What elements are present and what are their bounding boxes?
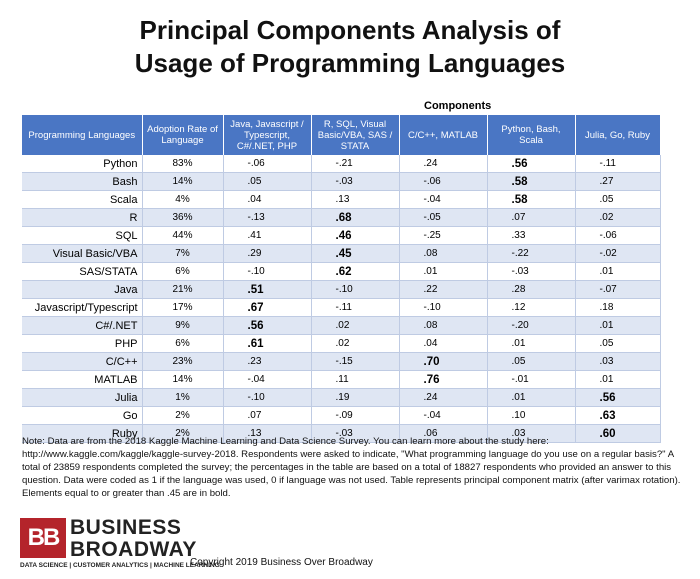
loading-cell: .02 bbox=[575, 209, 660, 227]
loading-cell: -.09 bbox=[311, 407, 399, 425]
loading-cell: .45 bbox=[311, 245, 399, 263]
table-row bbox=[22, 335, 660, 353]
loading-cell: -.10 bbox=[399, 299, 487, 317]
loading-cell: -.11 bbox=[575, 155, 660, 173]
table-row bbox=[22, 191, 660, 209]
loading-cell: .11 bbox=[311, 371, 399, 389]
col-header-comp5: Julia, Go, Ruby bbox=[575, 115, 660, 155]
loading-cell: .10 bbox=[487, 407, 575, 425]
loading-cell: .05 bbox=[487, 353, 575, 371]
table-row bbox=[22, 209, 660, 227]
loading-cell: .08 bbox=[399, 245, 487, 263]
loading-cell: .04 bbox=[223, 191, 311, 209]
loading-cell: -.25 bbox=[399, 227, 487, 245]
loading-cell: .01 bbox=[575, 263, 660, 281]
loading-cell: -.03 bbox=[311, 173, 399, 191]
loading-cell: -.13 bbox=[223, 209, 311, 227]
loading-cell: .29 bbox=[223, 245, 311, 263]
loading-cell: .62 bbox=[311, 263, 399, 281]
language-cell: Java bbox=[22, 281, 142, 299]
adoption-rate-cell: 36% bbox=[142, 209, 223, 227]
logo-mark: BB bbox=[20, 518, 66, 558]
loading-cell: .19 bbox=[311, 389, 399, 407]
loading-cell: .08 bbox=[399, 317, 487, 335]
loading-cell: .58 bbox=[487, 191, 575, 209]
loading-cell: .24 bbox=[399, 155, 487, 173]
language-cell: C#/.NET bbox=[22, 317, 142, 335]
loading-cell: .07 bbox=[487, 209, 575, 227]
loading-cell: .56 bbox=[223, 317, 311, 335]
loading-cell: .56 bbox=[575, 389, 660, 407]
loading-cell: .05 bbox=[575, 335, 660, 353]
copyright: Copyright 2019 Business Over Broadway bbox=[190, 557, 373, 568]
title-line-2: Usage of Programming Languages bbox=[134, 48, 566, 78]
table-row bbox=[22, 263, 660, 281]
adoption-rate-cell: 14% bbox=[142, 173, 223, 191]
table-row bbox=[22, 371, 660, 389]
loading-cell: .27 bbox=[575, 173, 660, 191]
col-header-comp3: C/C++, MATLAB bbox=[399, 115, 487, 155]
loading-cell: -.02 bbox=[575, 245, 660, 263]
components-header: Components bbox=[424, 100, 492, 112]
loading-cell: .13 bbox=[223, 425, 311, 443]
loading-cell: -.05 bbox=[399, 209, 487, 227]
loading-cell: -.15 bbox=[311, 353, 399, 371]
language-cell: MATLAB bbox=[22, 371, 142, 389]
language-cell: Python bbox=[22, 155, 142, 173]
loading-cell: .06 bbox=[399, 425, 487, 443]
loading-cell: -.04 bbox=[399, 407, 487, 425]
adoption-rate-cell: 1% bbox=[142, 389, 223, 407]
loading-cell: .22 bbox=[399, 281, 487, 299]
adoption-rate-cell: 14% bbox=[142, 371, 223, 389]
adoption-rate-cell: 7% bbox=[142, 245, 223, 263]
loading-cell: .58 bbox=[487, 173, 575, 191]
language-cell: SAS/STATA bbox=[22, 263, 142, 281]
title-line-1: Principal Components Analysis of bbox=[139, 15, 561, 45]
loading-cell: .02 bbox=[311, 317, 399, 335]
col-header-language: Programming Languages bbox=[22, 115, 142, 155]
table-row bbox=[22, 281, 660, 299]
col-header-comp4: Python, Bash, Scala bbox=[487, 115, 575, 155]
loading-cell: .01 bbox=[575, 317, 660, 335]
adoption-rate-cell: 6% bbox=[142, 263, 223, 281]
table-row bbox=[22, 353, 660, 371]
language-cell: Bash bbox=[22, 173, 142, 191]
table-body bbox=[22, 155, 660, 443]
loading-cell: -.10 bbox=[311, 281, 399, 299]
loading-cell: .28 bbox=[487, 281, 575, 299]
loading-cell: .01 bbox=[487, 335, 575, 353]
loading-cell: .07 bbox=[223, 407, 311, 425]
loading-cell: .67 bbox=[223, 299, 311, 317]
col-header-adoption: Adoption Rate of Language bbox=[142, 115, 223, 155]
table-row bbox=[22, 299, 660, 317]
loading-cell: -.11 bbox=[311, 299, 399, 317]
loading-cell: .68 bbox=[311, 209, 399, 227]
business-broadway-logo bbox=[20, 516, 220, 570]
page-title bbox=[0, 14, 700, 80]
loading-cell: -.03 bbox=[311, 425, 399, 443]
loading-cell: .63 bbox=[575, 407, 660, 425]
loading-cell: -.04 bbox=[223, 371, 311, 389]
loading-cell: -.22 bbox=[487, 245, 575, 263]
language-cell: Julia bbox=[22, 389, 142, 407]
loading-cell: .61 bbox=[223, 335, 311, 353]
table-row bbox=[22, 227, 660, 245]
table-row bbox=[22, 173, 660, 191]
adoption-rate-cell: 2% bbox=[142, 425, 223, 443]
language-cell: Visual Basic/VBA bbox=[22, 245, 142, 263]
logo-tagline: DATA SCIENCE | CUSTOMER ANALYTICS | MACHINE LEARNING bbox=[20, 562, 220, 569]
adoption-rate-cell: 4% bbox=[142, 191, 223, 209]
loading-cell: .02 bbox=[311, 335, 399, 353]
loading-cell: -.03 bbox=[487, 263, 575, 281]
loading-cell: .04 bbox=[399, 335, 487, 353]
adoption-rate-cell: 6% bbox=[142, 335, 223, 353]
loading-cell: .60 bbox=[575, 425, 660, 443]
language-cell: Go bbox=[22, 407, 142, 425]
loading-cell: .46 bbox=[311, 227, 399, 245]
loading-cell: .70 bbox=[399, 353, 487, 371]
loading-cell: .56 bbox=[487, 155, 575, 173]
loading-cell: .12 bbox=[487, 299, 575, 317]
loading-cell: -.06 bbox=[223, 155, 311, 173]
loading-cell: -.21 bbox=[311, 155, 399, 173]
language-cell: R bbox=[22, 209, 142, 227]
loading-cell: .05 bbox=[575, 191, 660, 209]
logo-word-broadway: BROADWAY bbox=[70, 538, 197, 561]
table-row bbox=[22, 155, 660, 173]
table-row bbox=[22, 245, 660, 263]
loading-cell: .33 bbox=[487, 227, 575, 245]
language-cell: Ruby bbox=[22, 425, 142, 443]
adoption-rate-cell: 83% bbox=[142, 155, 223, 173]
loading-cell: .24 bbox=[399, 389, 487, 407]
loading-cell: -.10 bbox=[223, 263, 311, 281]
language-cell: Javascript/Typescript bbox=[22, 299, 142, 317]
col-header-comp1: Java, Javascript / Typescript, C#/.NET, PHP bbox=[223, 115, 311, 155]
loading-cell: .01 bbox=[487, 389, 575, 407]
loading-cell: .18 bbox=[575, 299, 660, 317]
adoption-rate-cell: 44% bbox=[142, 227, 223, 245]
language-cell: SQL bbox=[22, 227, 142, 245]
loading-cell: .13 bbox=[311, 191, 399, 209]
table-header-row bbox=[22, 115, 660, 155]
loading-cell: -.01 bbox=[487, 371, 575, 389]
table-row bbox=[22, 389, 660, 407]
logo-word-business: BUSINESS bbox=[70, 516, 182, 539]
table-row bbox=[22, 317, 660, 335]
loading-cell: .51 bbox=[223, 281, 311, 299]
table-row bbox=[22, 407, 660, 425]
language-cell: Scala bbox=[22, 191, 142, 209]
loading-cell: -.10 bbox=[223, 389, 311, 407]
adoption-rate-cell: 9% bbox=[142, 317, 223, 335]
loading-cell: .76 bbox=[399, 371, 487, 389]
pca-table bbox=[22, 115, 661, 443]
adoption-rate-cell: 17% bbox=[142, 299, 223, 317]
adoption-rate-cell: 23% bbox=[142, 353, 223, 371]
language-cell: PHP bbox=[22, 335, 142, 353]
loading-cell: .01 bbox=[399, 263, 487, 281]
loading-cell: .01 bbox=[575, 371, 660, 389]
loading-cell: .03 bbox=[575, 353, 660, 371]
footnote: Note: Data are from the 2018 Kaggle Machine Learning and Data Science Survey. You can learn more about the study here: http://www.kaggle.com/kaggle/kaggle-survey-2018. Respondents were asked to indicate, "What programming language do you use on a regular basis?" A total of 23859 respondents completed the survey; the percentages in the table are based on a total of 18827 respondents who provided an answer to this question. Data were coded as 1 if the language was used, 0 if language was not used. Table represents principal component matrix (after varimax rotation). Elements equal to or greater than .45 are in bold. bbox=[22, 436, 681, 499]
col-header-comp2: R, SQL, Visual Basic/VBA, SAS / STATA bbox=[311, 115, 399, 155]
loading-cell: -.06 bbox=[575, 227, 660, 245]
loading-cell: .41 bbox=[223, 227, 311, 245]
loading-cell: -.04 bbox=[399, 191, 487, 209]
language-cell: C/C++ bbox=[22, 353, 142, 371]
adoption-rate-cell: 21% bbox=[142, 281, 223, 299]
loading-cell: -.20 bbox=[487, 317, 575, 335]
loading-cell: -.07 bbox=[575, 281, 660, 299]
adoption-rate-cell: 2% bbox=[142, 407, 223, 425]
loading-cell: .03 bbox=[487, 425, 575, 443]
loading-cell: .05 bbox=[223, 173, 311, 191]
loading-cell: .23 bbox=[223, 353, 311, 371]
loading-cell: -.06 bbox=[399, 173, 487, 191]
